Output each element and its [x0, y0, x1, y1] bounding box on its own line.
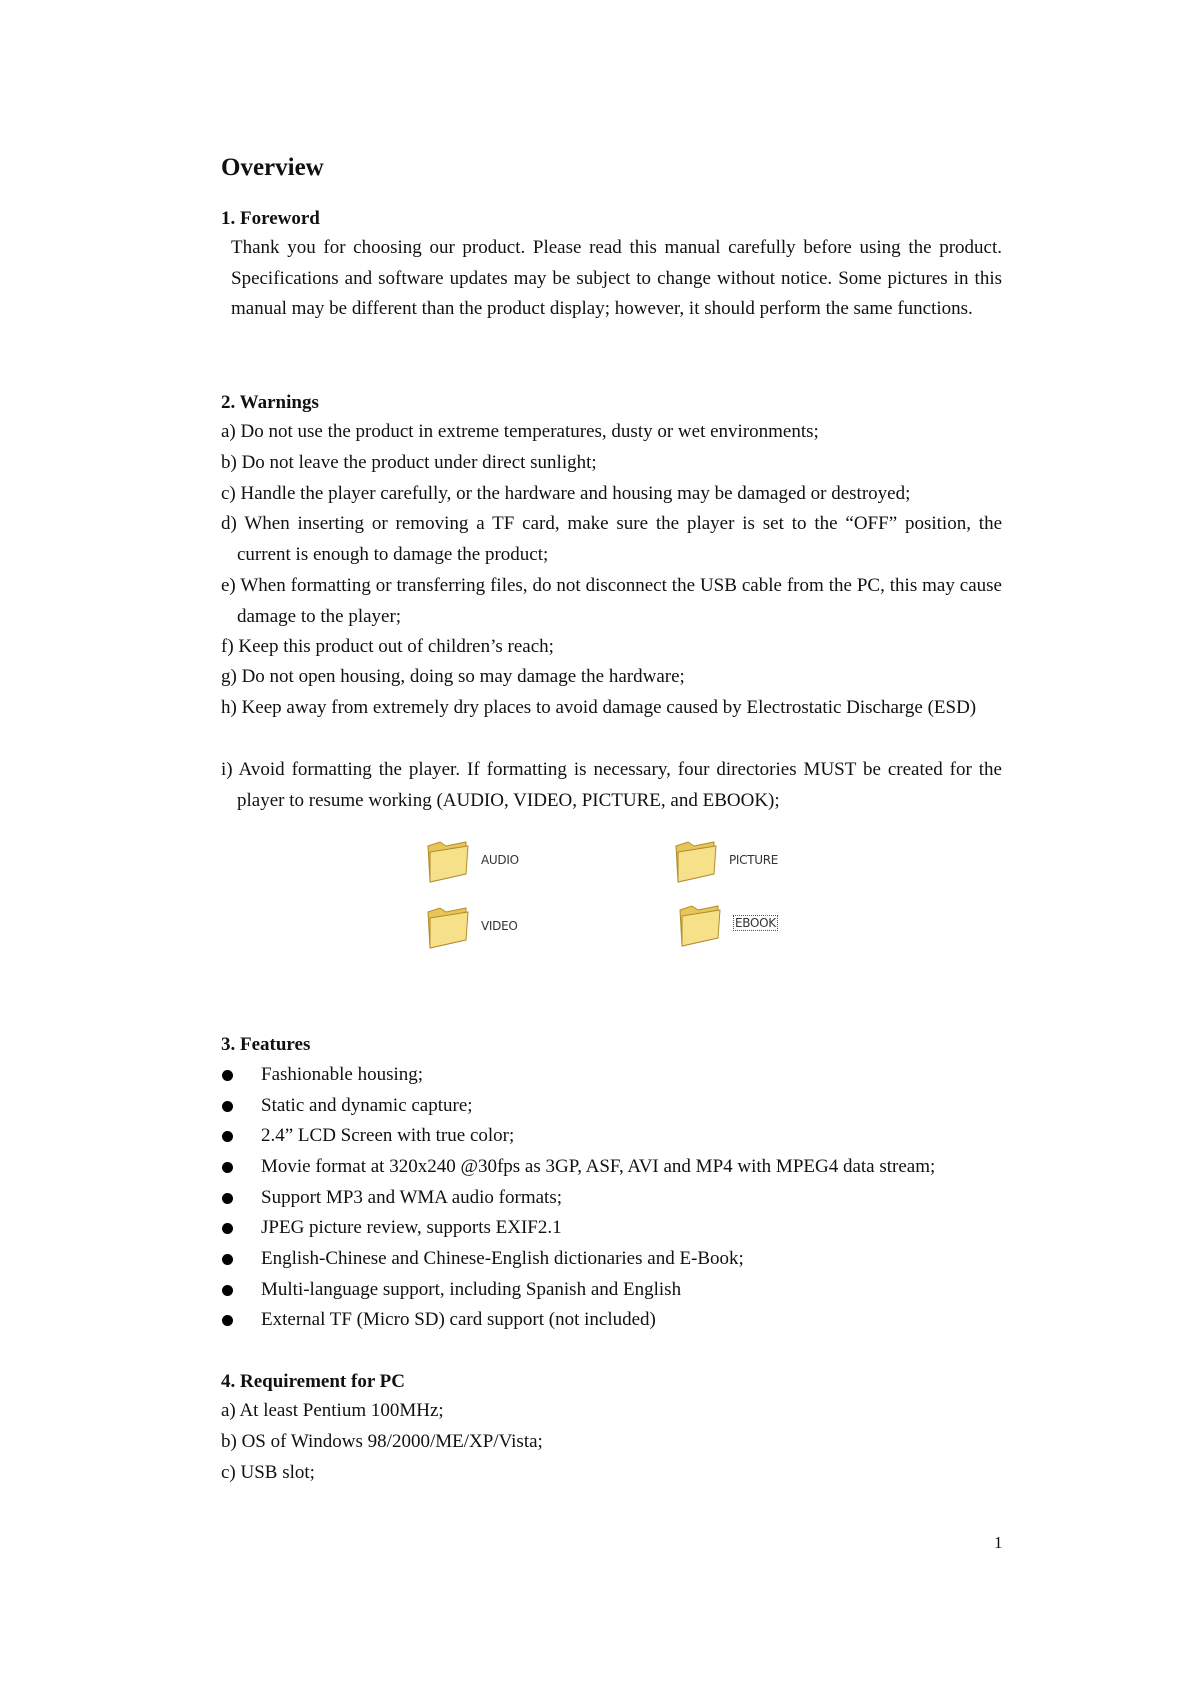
- folder-icon: [672, 836, 720, 884]
- feature-text: 2.4” LCD Screen with true color;: [261, 1125, 515, 1146]
- folder-label: EBOOK: [735, 916, 776, 930]
- feature-text: Static and dynamic capture;: [261, 1095, 473, 1116]
- requirement-item: a) At least Pentium 100MHz;: [221, 1400, 444, 1421]
- bullet-icon: [222, 1315, 233, 1326]
- warning-item: a) Do not use the product in extreme temperatures, dusty or wet environments;: [221, 421, 819, 442]
- folder-illustration: [424, 836, 804, 966]
- bullet-icon: [222, 1162, 233, 1173]
- folder-icon: [424, 836, 472, 884]
- bullet-icon: [222, 1193, 233, 1204]
- feature-text: Multi-language support, including Spanish and English: [261, 1279, 682, 1300]
- features-heading: 3. Features: [221, 1034, 311, 1055]
- feature-text: Support MP3 and WMA audio formats;: [261, 1187, 563, 1208]
- warning-item: g) Do not open housing, doing so may damage the hardware;: [221, 666, 685, 687]
- folder-picture: [672, 836, 832, 891]
- feature-text: Fashionable housing;: [261, 1064, 424, 1085]
- feature-text: Movie format at 320x240 @30fps as 3GP, ASF, AVI and MP4 with MPEG4 data stream;: [261, 1156, 936, 1177]
- folder-label: AUDIO: [481, 853, 519, 867]
- warning-item: e) When formatting or transferring files, do not disconnect the USB cable from the PC, this may cause damage to the player;: [221, 575, 1002, 627]
- bullet-icon: [222, 1070, 233, 1081]
- folder-label: VIDEO: [481, 919, 518, 933]
- warning-item: h) Keep away from extremely dry places to avoid damage caused by Electrostatic Discharge (ESD): [221, 697, 977, 718]
- folder-audio: [424, 836, 584, 891]
- bullet-icon: [222, 1131, 233, 1142]
- feature-text: JPEG picture review, supports EXIF2.1: [261, 1217, 562, 1238]
- warnings-heading: 2. Warnings: [221, 392, 319, 413]
- requirement-item: c) USB slot;: [221, 1462, 315, 1483]
- folder-icon: [424, 902, 472, 950]
- folder-icon: [676, 900, 724, 948]
- warning-item: b) Do not leave the product under direct sunlight;: [221, 452, 597, 473]
- page-title: Overview: [221, 154, 324, 181]
- warning-item: c) Handle the player carefully, or the hardware and housing may be damaged or destroyed;: [221, 483, 911, 504]
- foreword-text: Thank you for choosing our product. Please read this manual carefully before using the product. Specifications and software updates may be subject to change without notice. Some pictures in this manual may be different than the product display; however, it should perform the same functions.: [231, 237, 1002, 320]
- folder-video: [424, 902, 584, 957]
- requirements-heading: 4. Requirement for PC: [221, 1371, 405, 1392]
- bullet-icon: [222, 1223, 233, 1234]
- warning-item: i) Avoid formatting the player. If formatting is necessary, four directories MUST be created for the player to resume working (AUDIO, VIDEO, PICTURE, and EBOOK);: [221, 759, 1002, 811]
- folder-ebook: [676, 900, 836, 955]
- feature-text: English-Chinese and Chinese-English dictionaries and E-Book;: [261, 1248, 744, 1269]
- bullet-icon: [222, 1285, 233, 1296]
- folder-label: PICTURE: [729, 853, 779, 867]
- bullet-icon: [222, 1254, 233, 1265]
- foreword-heading: 1. Foreword: [221, 208, 320, 229]
- bullet-icon: [222, 1101, 233, 1112]
- feature-text: External TF (Micro SD) card support (not included): [261, 1309, 656, 1330]
- page-number: 1: [994, 1533, 1003, 1552]
- requirement-item: b) OS of Windows 98/2000/ME/XP/Vista;: [221, 1431, 543, 1452]
- warning-item: f) Keep this product out of children’s reach;: [221, 636, 554, 657]
- warning-item: d) When inserting or removing a TF card, make sure the player is set to the “OFF” position, the current is enough to damage the product;: [221, 513, 1002, 565]
